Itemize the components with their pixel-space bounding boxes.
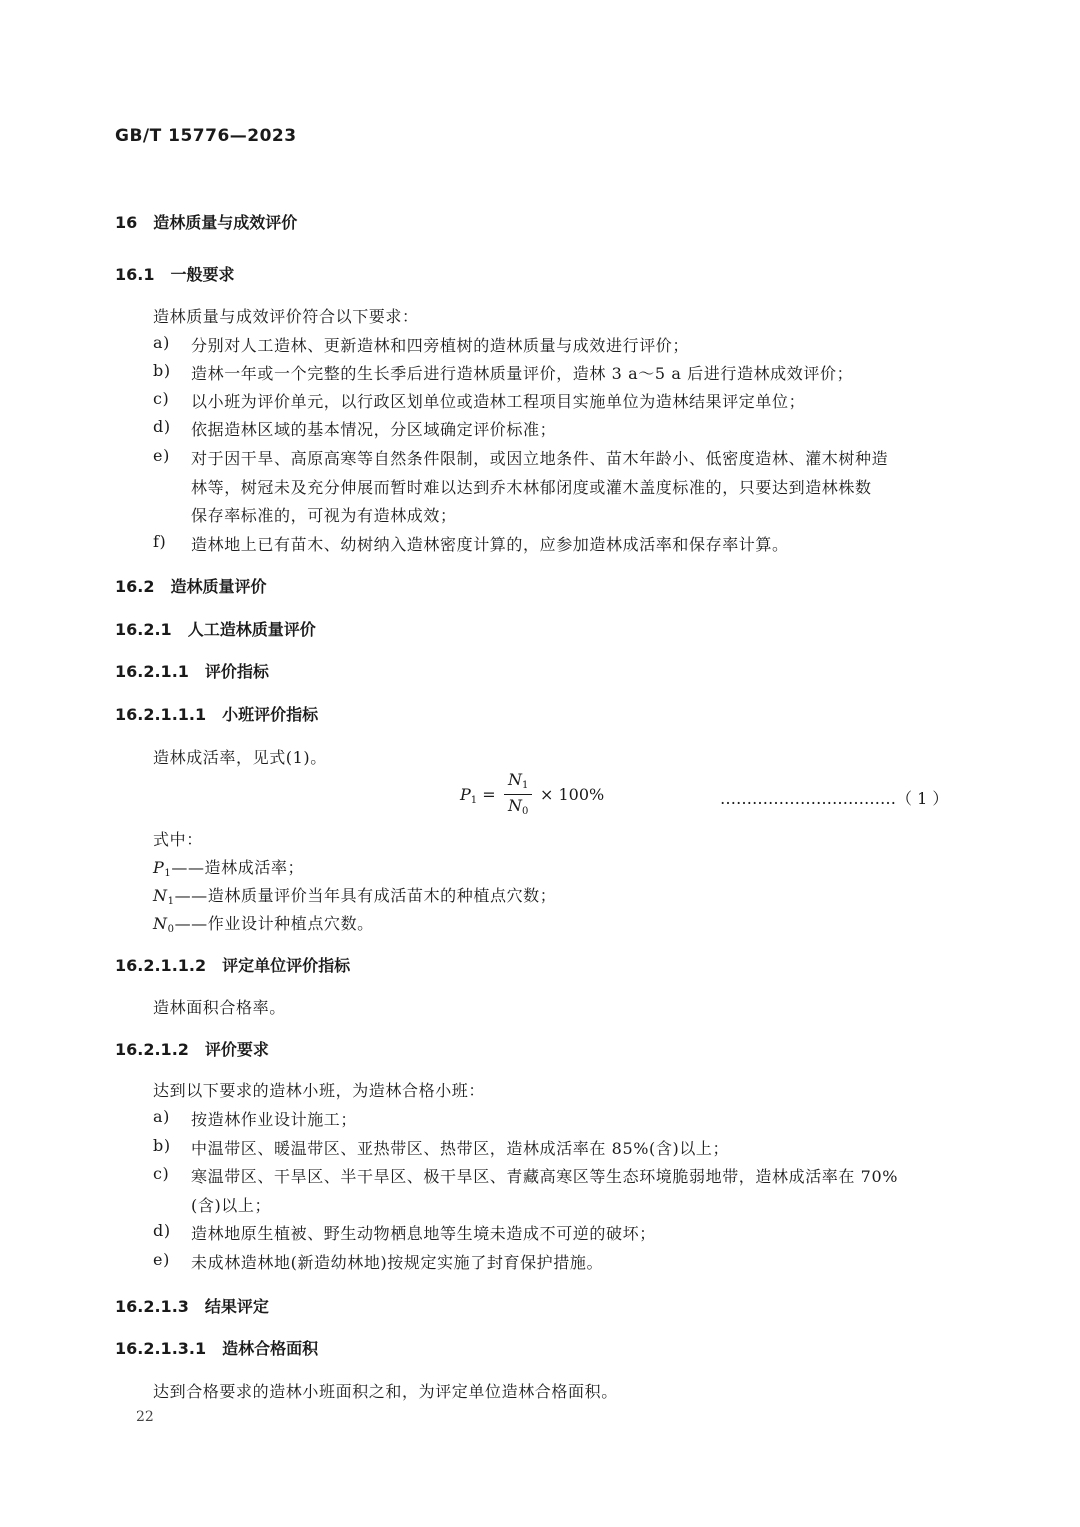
section-16-2-1-1-2-heading (115, 953, 350, 976)
section-16-2-1-3-1-heading (115, 1336, 318, 1359)
list-text: 分别对人工造林、更新造林和四旁植树的造林质量与成效进行评价； (191, 336, 690, 355)
paragraph: 达到以下要求的造林小班，为造林合格小班： (153, 1081, 486, 1100)
formula-numerator (508, 770, 528, 791)
symbol-definition (153, 883, 556, 907)
section-number: 16.2.1.2 (115, 1040, 189, 1059)
list-label: e) (153, 1250, 170, 1269)
symbol-subscript: 1 (167, 896, 175, 907)
list-text: 造林一年或一个完整的生长季后进行造林质量评价，造林 3 a～5 a 后进行造林成效评价； (191, 364, 854, 383)
paragraph: 造林质量与成效评价符合以下要求： (153, 307, 419, 326)
symbol: N (153, 886, 168, 905)
formula-equals: = (482, 785, 496, 804)
list-label: d) (153, 1221, 171, 1240)
list-label: d) (153, 417, 171, 436)
section-number: 16.2.1.3.1 (115, 1339, 207, 1358)
list-text: 以小班为评价单元，以行政区划单位或造林工程项目实施单位为造林结果评定单位； (191, 392, 806, 411)
symbol-subscript: 1 (164, 868, 172, 879)
list-text-continued: 保存率标准的，可视为有造林成效； (191, 506, 457, 525)
section-title: 一般要求 (170, 265, 235, 284)
section-16-2-1-3-heading (115, 1294, 269, 1317)
section-title: 评价要求 (204, 1040, 269, 1059)
formula-subscript: 1 (470, 795, 478, 806)
section-title: 评价指标 (204, 662, 269, 681)
section-number: 16.2.1.1 (115, 662, 189, 681)
equation-number: ……………………………（ 1 ） (720, 789, 949, 808)
symbol-description: ——作业设计种植点穴数。 (174, 914, 374, 933)
list-label: e) (153, 446, 170, 465)
list-label: a) (153, 1107, 170, 1126)
formula-symbol: N (508, 796, 522, 815)
list-label: c) (153, 1164, 170, 1183)
section-16-heading (115, 210, 297, 233)
formula-symbol: N (508, 770, 522, 789)
list-text: 对于因干旱、高原高寒等自然条件限制，或因立地条件、苗木年龄小、低密度造林、灌木树种造 (191, 449, 889, 468)
list-text: 未成林造林地(新造幼林地)按规定实施了封育保护措施。 (191, 1253, 604, 1272)
section-number: 16.2.1.1.2 (115, 956, 207, 975)
paragraph: 造林成活率，见式(1)。 (153, 748, 327, 767)
section-title: 评定单位评价指标 (222, 956, 351, 975)
fraction-bar (504, 794, 532, 795)
list-label: c) (153, 389, 170, 408)
list-text: 依据造林区域的基本情况，分区域确定评价标准； (191, 420, 557, 439)
formula-subscript: 0 (522, 806, 529, 817)
list-text-continued: 林等，树冠未及充分伸展而暂时难以达到乔木林郁闭度或灌木盖度标准的，只要达到造林株数 (191, 478, 872, 497)
section-number: 16.2.1.3 (115, 1297, 189, 1316)
section-title: 造林合格面积 (222, 1339, 319, 1358)
formula-rhs: × 100% (540, 785, 605, 804)
standard-code: GB/T 15776—2023 (115, 126, 297, 146)
list-label: a) (153, 333, 170, 352)
section-16-2-1-heading (115, 617, 316, 640)
section-title: 小班评价指标 (222, 705, 319, 724)
list-text-continued: (含)以上； (191, 1196, 272, 1215)
formula-lhs (460, 785, 496, 806)
list-text: 按造林作业设计施工； (191, 1110, 358, 1129)
section-number: 16 (115, 213, 138, 232)
where-label: 式中： (153, 830, 203, 849)
list-text: 造林地原生植被、野生动物栖息地等生境未造成不可逆的破坏； (191, 1224, 656, 1243)
symbol-definition (153, 855, 304, 879)
list-label: f) (153, 532, 167, 551)
list-label: b) (153, 1136, 171, 1155)
list-label: b) (153, 361, 171, 380)
section-16-2-1-2-heading (115, 1037, 269, 1060)
section-16-2-1-1-heading (115, 659, 269, 682)
section-title: 造林质量与成效评价 (153, 213, 298, 232)
section-number: 16.2.1.1.1 (115, 705, 207, 724)
list-text: 中温带区、暖温带区、亚热带区、热带区，造林成活率在 85%(含)以上； (191, 1139, 730, 1158)
symbol-definition (153, 911, 374, 935)
list-text: 寒温带区、干旱区、半干旱区、极干旱区、青藏高寒区等生态环境脆弱地带，造林成活率在 70% (191, 1167, 899, 1186)
symbol-description: ——造林成活率； (171, 858, 305, 877)
symbol: P (153, 858, 165, 877)
page-number: 22 (136, 1409, 154, 1425)
paragraph: 达到合格要求的造林小班面积之和，为评定单位造林合格面积。 (153, 1382, 618, 1401)
section-number: 16.1 (115, 265, 155, 284)
section-number: 16.2.1 (115, 620, 172, 639)
section-16-2-1-1-1-heading (115, 702, 318, 725)
section-title: 人工造林质量评价 (187, 620, 316, 639)
section-16-1-heading (115, 262, 235, 285)
symbol-subscript: 0 (167, 924, 175, 935)
formula-denominator (508, 796, 528, 817)
symbol-description: ——造林质量评价当年具有成活苗木的种植点穴数； (174, 886, 557, 905)
paragraph: 造林面积合格率。 (153, 998, 286, 1017)
formula-symbol: P (460, 785, 471, 804)
list-text: 造林地上已有苗木、幼树纳入造林密度计算的，应参加造林成活率和保存率计算。 (191, 535, 789, 554)
section-title: 结果评定 (204, 1297, 269, 1316)
formula-subscript: 1 (522, 780, 529, 791)
section-title: 造林质量评价 (170, 577, 267, 596)
section-16-2-heading (115, 574, 267, 597)
symbol: N (153, 914, 168, 933)
section-number: 16.2 (115, 577, 155, 596)
formula-1 (460, 770, 620, 820)
